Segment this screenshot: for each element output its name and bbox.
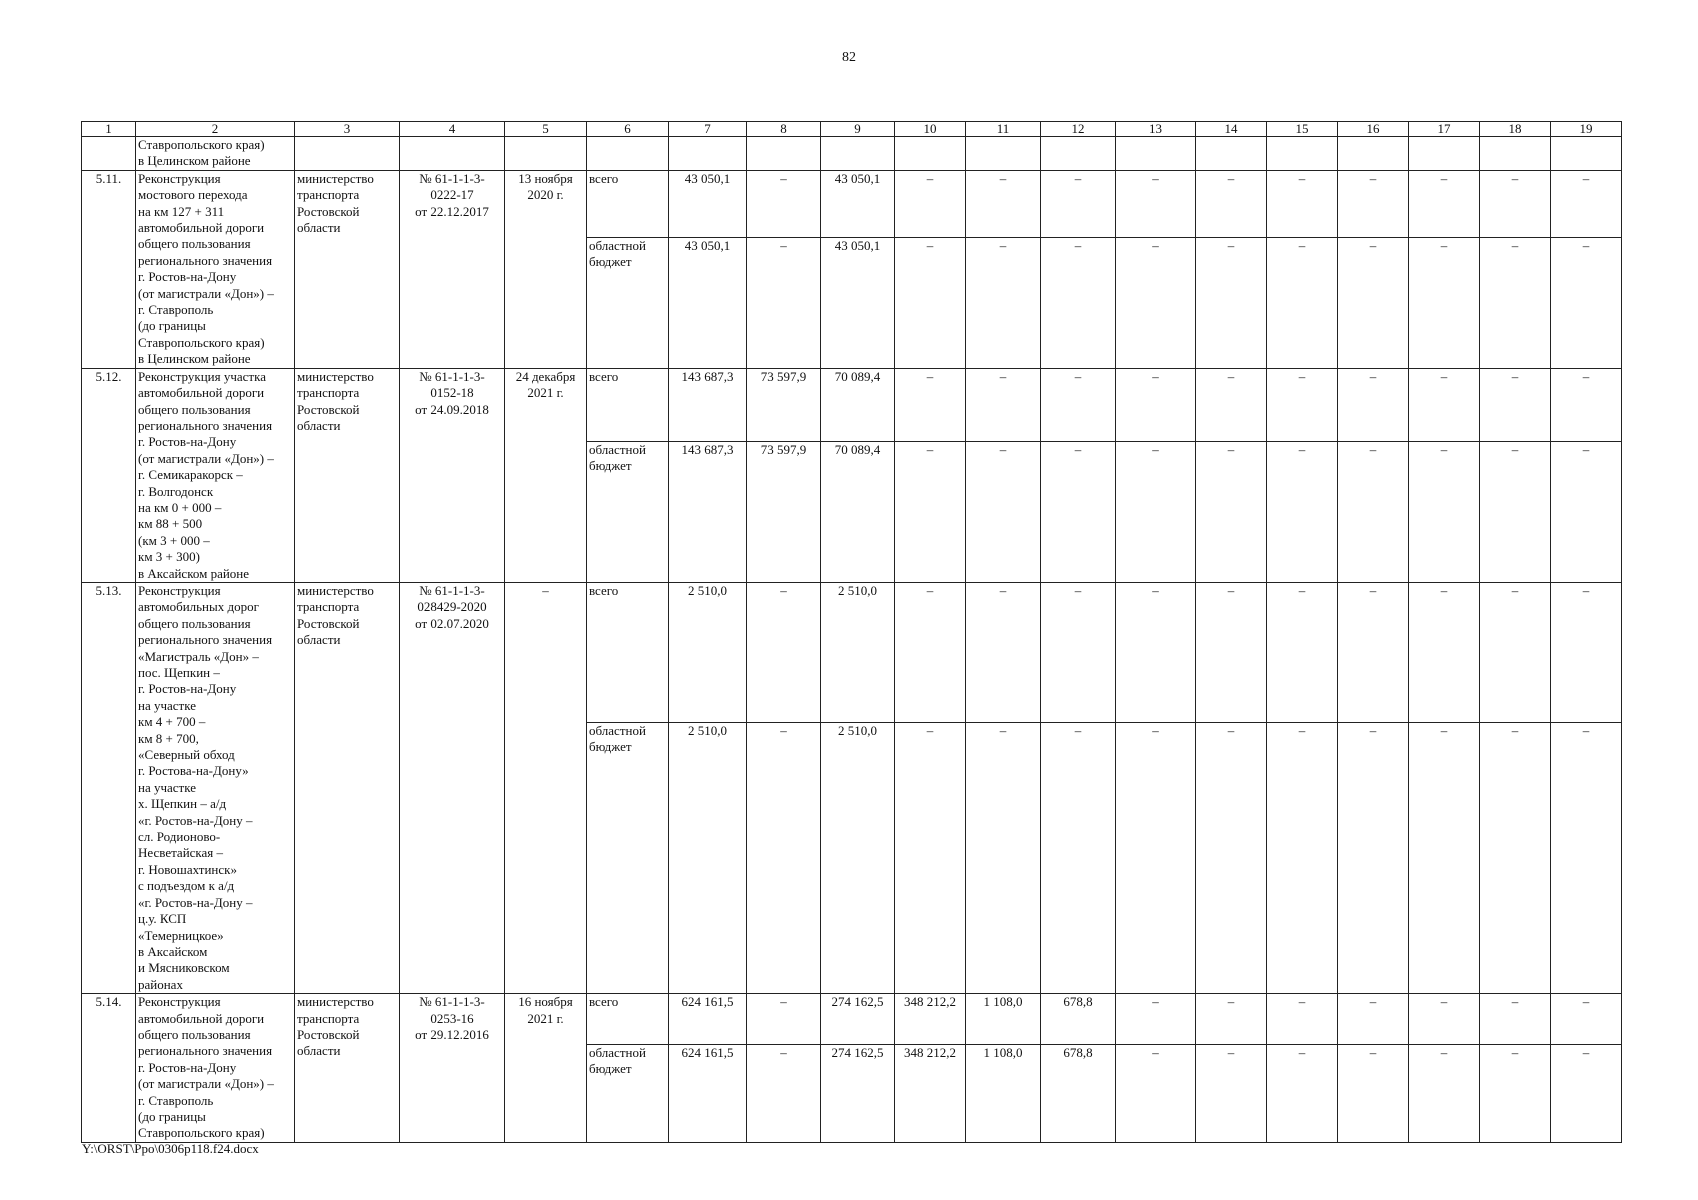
- value-cell: –: [1338, 238, 1409, 369]
- value-cell: –: [1267, 994, 1338, 1045]
- table-row: [82, 582, 1622, 722]
- value-cell: –: [1041, 170, 1116, 237]
- value-cell: –: [1551, 368, 1622, 441]
- table-row: [82, 994, 1622, 1045]
- value-cell: 43 050,1: [669, 238, 747, 369]
- value-cell: 2 510,0: [669, 582, 747, 722]
- funding-source: всего: [587, 368, 669, 441]
- column-number: 15: [1267, 122, 1338, 137]
- value-cell: 73 597,9: [747, 368, 821, 441]
- table-row: [82, 170, 1622, 237]
- value-cell: –: [1041, 722, 1116, 993]
- completion-date: 16 ноября 2021 г.: [505, 994, 587, 1143]
- column-number: 4: [400, 122, 505, 137]
- value-cell: –: [1338, 1044, 1409, 1142]
- value-cell: –: [1551, 1044, 1622, 1142]
- column-number: 7: [669, 122, 747, 137]
- value-cell: 274 162,5: [821, 1044, 895, 1142]
- funding-source: областной бюджет: [587, 441, 669, 582]
- value-cell: –: [1409, 170, 1480, 237]
- value-cell: –: [1196, 1044, 1267, 1142]
- value-cell: –: [1409, 1044, 1480, 1142]
- value-cell: –: [1196, 994, 1267, 1045]
- completion-date: 13 ноября 2020 г.: [505, 170, 587, 368]
- object-name: Реконструкция автомобильной дороги общего пользования регионального значения г. Ростов-на-Дону (от магистрали «Дон») – г. Ставрополь (до границы Ставропольского края): [136, 994, 295, 1143]
- value-cell: –: [1409, 368, 1480, 441]
- value-cell: –: [1338, 582, 1409, 722]
- value-cell: –: [1551, 238, 1622, 369]
- value-cell: –: [1409, 722, 1480, 993]
- column-number: 16: [1338, 122, 1409, 137]
- row-number: 5.11.: [82, 170, 136, 368]
- value-cell: 2 510,0: [821, 582, 895, 722]
- value-cell: –: [1338, 994, 1409, 1045]
- column-number: 12: [1041, 122, 1116, 137]
- value-cell: –: [1409, 582, 1480, 722]
- value-cell: –: [1196, 368, 1267, 441]
- value-cell: –: [747, 238, 821, 369]
- column-number: 3: [295, 122, 400, 137]
- value-cell: –: [747, 582, 821, 722]
- value-cell: –: [1551, 582, 1622, 722]
- value-cell: –: [966, 170, 1041, 237]
- column-number: 1: [82, 122, 136, 137]
- value-cell: –: [1116, 1044, 1196, 1142]
- value-cell: –: [1196, 582, 1267, 722]
- expertise-doc: № 61-1-1-3- 0152-18 от 24.09.2018: [400, 368, 505, 582]
- value-cell: –: [1196, 238, 1267, 369]
- customer-name: министерство транспорта Ростовской области: [295, 994, 400, 1143]
- value-cell: 1 108,0: [966, 994, 1041, 1045]
- column-number: 10: [895, 122, 966, 137]
- funding-source: областной бюджет: [587, 1044, 669, 1142]
- footer-file-path: Y:\ORST\Ppo\0306p118.f24.docx: [82, 1141, 259, 1156]
- budget-table: [81, 121, 1622, 1143]
- object-name: Реконструкция автомобильных дорог общего пользования регионального значения «Магистраль «Дон» – пос. Щепкин – г. Ростов-на-Дону на участке км 4 + 700 – км 8 + 700, «Северный обход г. Ростова-на-Дону» на участке х. Щепкин – а/д «г. Ростов-на-Дону – сл. Родионово- Несветайская – г. Новошахтинск» с подъездом к а/д «г. Ростов-на-Дону – ц.у. КСП «Темерницкое» в Аксайском и Мясниковском районах: [136, 582, 295, 993]
- value-cell: –: [747, 722, 821, 993]
- expertise-doc: № 61-1-1-3- 0253-16 от 29.12.2016: [400, 994, 505, 1143]
- value-cell: –: [1480, 1044, 1551, 1142]
- value-cell: –: [1041, 441, 1116, 582]
- value-cell: –: [1116, 441, 1196, 582]
- value-cell: –: [1267, 238, 1338, 369]
- value-cell: –: [1116, 582, 1196, 722]
- value-cell: 43 050,1: [821, 238, 895, 369]
- value-cell: –: [1196, 722, 1267, 993]
- value-cell: –: [1409, 994, 1480, 1045]
- value-cell: –: [895, 170, 966, 237]
- funding-source: всего: [587, 170, 669, 237]
- value-cell: –: [1480, 441, 1551, 582]
- value-cell: –: [966, 441, 1041, 582]
- value-cell: –: [1041, 238, 1116, 369]
- value-cell: –: [895, 441, 966, 582]
- value-cell: –: [1116, 170, 1196, 237]
- value-cell: –: [1267, 441, 1338, 582]
- row-number: 5.14.: [82, 994, 136, 1143]
- value-cell: –: [966, 722, 1041, 993]
- value-cell: –: [1338, 722, 1409, 993]
- value-cell: –: [1116, 722, 1196, 993]
- value-cell: –: [895, 238, 966, 369]
- header-row: [82, 122, 1622, 137]
- value-cell: –: [1480, 368, 1551, 441]
- value-cell: –: [966, 582, 1041, 722]
- row-number: 5.12.: [82, 368, 136, 582]
- value-cell: 348 212,2: [895, 994, 966, 1045]
- value-cell: –: [1409, 238, 1480, 369]
- value-cell: –: [1480, 994, 1551, 1045]
- value-cell: –: [1409, 441, 1480, 582]
- value-cell: –: [1116, 994, 1196, 1045]
- object-name: Реконструкция мостового перехода на км 127 + 311 автомобильной дороги общего пользования регионального значения г. Ростов-на-Дону (от магистрали «Дон») – г. Ставрополь (до границы Ставропольского края) в Целинском районе: [136, 170, 295, 368]
- object-name: Ставропольского края) в Целинском районе: [136, 137, 295, 171]
- column-number: 9: [821, 122, 895, 137]
- value-cell: –: [1551, 994, 1622, 1045]
- value-cell: 348 212,2: [895, 1044, 966, 1142]
- value-cell: –: [895, 722, 966, 993]
- column-number: 17: [1409, 122, 1480, 137]
- value-cell: –: [1196, 170, 1267, 237]
- value-cell: –: [1267, 170, 1338, 237]
- value-cell: –: [1267, 368, 1338, 441]
- expertise-doc: № 61-1-1-3- 0222-17 от 22.12.2017: [400, 170, 505, 368]
- completion-date: 24 декабря 2021 г.: [505, 368, 587, 582]
- value-cell: 2 510,0: [821, 722, 895, 993]
- value-cell: –: [1041, 368, 1116, 441]
- column-number: 19: [1551, 122, 1622, 137]
- value-cell: –: [1480, 238, 1551, 369]
- column-number: 5: [505, 122, 587, 137]
- value-cell: 678,8: [1041, 994, 1116, 1045]
- column-number: 14: [1196, 122, 1267, 137]
- row-number: 5.13.: [82, 582, 136, 993]
- funding-source: всего: [587, 994, 669, 1045]
- value-cell: –: [1551, 170, 1622, 237]
- column-number: 11: [966, 122, 1041, 137]
- value-cell: –: [1551, 441, 1622, 582]
- value-cell: –: [895, 368, 966, 441]
- column-number: 6: [587, 122, 669, 137]
- value-cell: –: [1116, 238, 1196, 369]
- value-cell: –: [895, 582, 966, 722]
- value-cell: 624 161,5: [669, 1044, 747, 1142]
- continuation-row: [82, 137, 1622, 171]
- value-cell: –: [1480, 582, 1551, 722]
- value-cell: 274 162,5: [821, 994, 895, 1045]
- value-cell: –: [966, 238, 1041, 369]
- value-cell: –: [1267, 722, 1338, 993]
- value-cell: –: [1338, 441, 1409, 582]
- table-row: [82, 368, 1622, 441]
- customer-name: министерство транспорта Ростовской области: [295, 170, 400, 368]
- value-cell: –: [1338, 368, 1409, 441]
- value-cell: –: [1338, 170, 1409, 237]
- value-cell: 1 108,0: [966, 1044, 1041, 1142]
- value-cell: –: [747, 1044, 821, 1142]
- value-cell: 678,8: [1041, 1044, 1116, 1142]
- value-cell: –: [1551, 722, 1622, 993]
- column-number: 2: [136, 122, 295, 137]
- funding-source: всего: [587, 582, 669, 722]
- value-cell: 143 687,3: [669, 368, 747, 441]
- value-cell: 73 597,9: [747, 441, 821, 582]
- value-cell: –: [1116, 368, 1196, 441]
- value-cell: 70 089,4: [821, 368, 895, 441]
- value-cell: –: [747, 170, 821, 237]
- column-number: 18: [1480, 122, 1551, 137]
- completion-date: –: [505, 582, 587, 993]
- value-cell: 43 050,1: [669, 170, 747, 237]
- value-cell: 624 161,5: [669, 994, 747, 1045]
- funding-source: областной бюджет: [587, 238, 669, 369]
- value-cell: 43 050,1: [821, 170, 895, 237]
- value-cell: –: [1267, 582, 1338, 722]
- value-cell: –: [1480, 722, 1551, 993]
- value-cell: –: [1480, 170, 1551, 237]
- value-cell: 143 687,3: [669, 441, 747, 582]
- column-number: 13: [1116, 122, 1196, 137]
- value-cell: –: [1267, 1044, 1338, 1142]
- customer-name: министерство транспорта Ростовской области: [295, 582, 400, 993]
- value-cell: –: [747, 994, 821, 1045]
- value-cell: 2 510,0: [669, 722, 747, 993]
- object-name: Реконструкция участка автомобильной дороги общего пользования регионального значения г. Ростов-на-Дону (от магистрали «Дон») – г. Семикаракорск – г. Волгодонск на км 0 + 000 – км 88 + 500 (км 3 + 000 – км 3 + 300) в Аксайском районе: [136, 368, 295, 582]
- value-cell: –: [1041, 582, 1116, 722]
- expertise-doc: № 61-1-1-3- 028429-2020 от 02.07.2020: [400, 582, 505, 993]
- funding-source: областной бюджет: [587, 722, 669, 993]
- page-number: 82: [842, 50, 856, 65]
- column-number: 8: [747, 122, 821, 137]
- value-cell: 70 089,4: [821, 441, 895, 582]
- value-cell: –: [1196, 441, 1267, 582]
- customer-name: министерство транспорта Ростовской области: [295, 368, 400, 582]
- value-cell: –: [966, 368, 1041, 441]
